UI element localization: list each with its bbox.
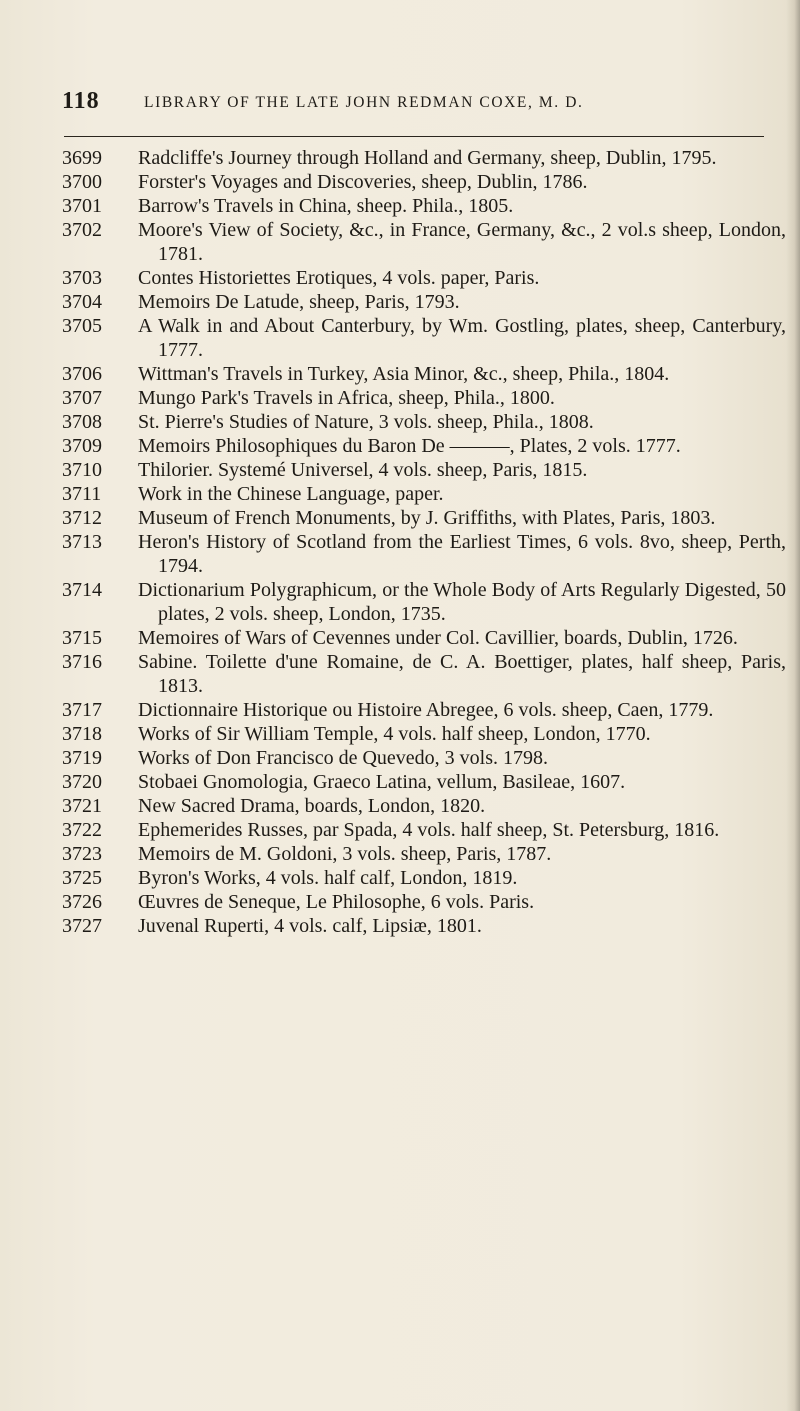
catalog-entry	[0, 434, 800, 458]
catalog-entry	[0, 170, 800, 194]
entry-description: Moore's View of Society, &c., in France, Germany, &c., 2 vol.s sheep, London, 1781.	[138, 219, 786, 265]
entry-description: Memoires of Wars of Cevennes under Col. Cavillier, boards, Dublin, 1726.	[138, 627, 738, 649]
catalog-entry	[0, 362, 800, 386]
catalog-entry	[0, 578, 800, 626]
entry-number: 3726	[62, 891, 102, 913]
entry-description: Contes Historiettes Erotiques, 4 vols. paper, Paris.	[138, 267, 540, 289]
entry-description: Œuvres de Seneque, Le Philosophe, 6 vols. Paris.	[138, 891, 535, 913]
catalog-entry	[0, 626, 800, 650]
entry-number: 3721	[62, 795, 102, 817]
entry-number: 3725	[62, 867, 102, 889]
running-title: LIBRARY OF THE LATE JOHN REDMAN COXE, M. D.	[144, 94, 584, 111]
entry-description: Sabine. Toilette d'une Romaine, de C. A. Boettiger, plates, half sheep, Paris, 1813.	[138, 651, 786, 697]
entry-description: A Walk in and About Canterbury, by Wm. Gostling, plates, sheep, Canterbury, 1777.	[138, 315, 786, 361]
catalog-entry	[0, 818, 800, 842]
entry-description: Juvenal Ruperti, 4 vols. calf, Lipsiæ, 1801.	[138, 915, 482, 937]
entry-number: 3705	[62, 315, 102, 337]
entry-description: Radcliffe's Journey through Holland and Germany, sheep, Dublin, 1795.	[138, 147, 717, 169]
entry-description: Dictionnaire Historique ou Histoire Abregee, 6 vols. sheep, Caen, 1779.	[138, 699, 714, 721]
catalog-entry	[0, 650, 800, 698]
catalog-entry	[0, 866, 800, 890]
catalog-entry	[0, 386, 800, 410]
entry-number: 3708	[62, 411, 102, 433]
catalog-entry	[0, 890, 800, 914]
entry-number: 3717	[62, 699, 102, 721]
entry-number: 3702	[62, 219, 102, 241]
entry-description: St. Pierre's Studies of Nature, 3 vols. sheep, Phila., 1808.	[138, 411, 594, 433]
entry-number: 3701	[62, 195, 102, 217]
catalog-entry	[0, 482, 800, 506]
entry-number: 3716	[62, 651, 102, 673]
entry-number: 3712	[62, 507, 102, 529]
entry-number: 3715	[62, 627, 102, 649]
entry-description: Stobaei Gnomologia, Graeco Latina, vellum, Basileae, 1607.	[138, 771, 626, 793]
entry-number: 3707	[62, 387, 102, 409]
catalog-entry	[0, 410, 800, 434]
entry-description: Ephemerides Russes, par Spada, 4 vols. half sheep, St. Petersburg, 1816.	[138, 819, 720, 841]
entry-number: 3719	[62, 747, 102, 769]
entry-number: 3706	[62, 363, 102, 385]
entry-description: Museum of French Monuments, by J. Griffiths, with Plates, Paris, 1803.	[138, 507, 716, 529]
catalog-entry	[0, 146, 800, 170]
entry-description: Forster's Voyages and Discoveries, sheep, Dublin, 1786.	[138, 171, 588, 193]
entry-description: Mungo Park's Travels in Africa, sheep, Phila., 1800.	[138, 387, 555, 409]
catalog-entry	[0, 722, 800, 746]
entry-number: 3704	[62, 291, 102, 313]
entry-description: Work in the Chinese Language, paper.	[138, 483, 444, 505]
page-number: 118	[62, 88, 100, 114]
entry-description: Dictionarium Polygraphicum, or the Whole Body of Arts Regularly Digested, 50 plates, 2 vols. sheep, London, 1735.	[138, 579, 786, 625]
catalog-entry	[0, 266, 800, 290]
entry-number: 3723	[62, 843, 102, 865]
entry-number: 3718	[62, 723, 102, 745]
catalog-entry	[0, 314, 800, 362]
entry-description: Memoirs De Latude, sheep, Paris, 1793.	[138, 291, 460, 313]
entry-number: 3727	[62, 915, 102, 937]
entry-description: Wittman's Travels in Turkey, Asia Minor, &c., sheep, Phila., 1804.	[138, 363, 670, 385]
catalog-entry	[0, 698, 800, 722]
entry-description: Barrow's Travels in China, sheep. Phila., 1805.	[138, 195, 514, 217]
entry-number: 3722	[62, 819, 102, 841]
page-header	[62, 88, 762, 118]
entry-description: Thilorier. Systemé Universel, 4 vols. sheep, Paris, 1815.	[138, 459, 588, 481]
catalog-entry	[0, 794, 800, 818]
entry-number: 3713	[62, 531, 102, 553]
entry-number: 3711	[62, 483, 102, 505]
entry-description: Heron's History of Scotland from the Earliest Times, 6 vols. 8vo, sheep, Perth, 1794.	[138, 531, 786, 577]
entry-number: 3720	[62, 771, 102, 793]
catalog-entry	[0, 770, 800, 794]
entry-description: Byron's Works, 4 vols. half calf, London, 1819.	[138, 867, 518, 889]
catalog-entry	[0, 290, 800, 314]
catalog-entry	[0, 530, 800, 578]
catalog-entry	[0, 218, 800, 266]
entry-description: Memoirs de M. Goldoni, 3 vols. sheep, Paris, 1787.	[138, 843, 552, 865]
entry-number: 3710	[62, 459, 102, 481]
entry-description: New Sacred Drama, boards, London, 1820.	[138, 795, 486, 817]
entry-number: 3699	[62, 147, 102, 169]
catalog-entry	[0, 842, 800, 866]
entry-number: 3709	[62, 435, 102, 457]
catalog-entry-list	[0, 146, 800, 938]
catalog-entry	[0, 914, 800, 938]
entry-number: 3714	[62, 579, 102, 601]
entry-description: Memoirs Philosophiques du Baron De ———, Plates, 2 vols. 1777.	[138, 435, 681, 457]
entry-description: Works of Sir William Temple, 4 vols. half sheep, London, 1770.	[138, 723, 651, 745]
catalog-entry	[0, 506, 800, 530]
entry-number: 3700	[62, 171, 102, 193]
catalog-entry	[0, 746, 800, 770]
entry-description: Works of Don Francisco de Quevedo, 3 vols. 1798.	[138, 747, 548, 769]
catalog-entry	[0, 458, 800, 482]
entry-number: 3703	[62, 267, 102, 289]
header-rule	[64, 136, 764, 137]
catalog-entry	[0, 194, 800, 218]
